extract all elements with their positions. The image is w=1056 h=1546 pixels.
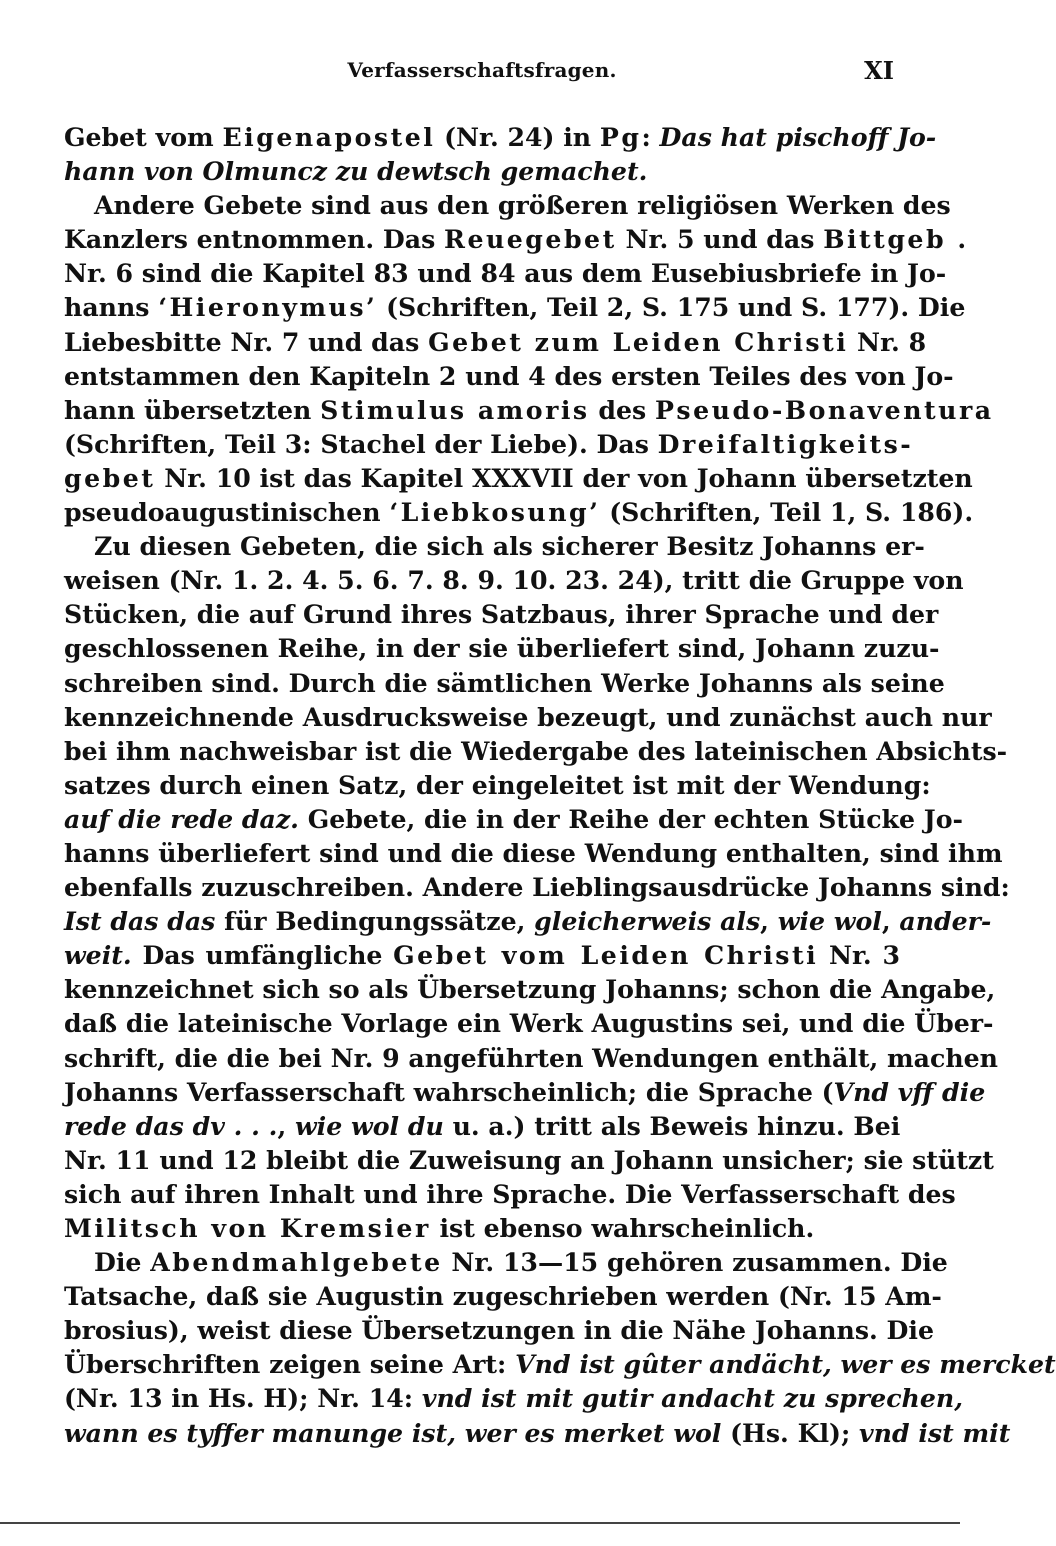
spaced-text: Militsch von Kremsier	[64, 1213, 431, 1243]
text-line	[64, 222, 969, 256]
text-segment: Nr. 10 ist das Kapitel XXXVII der von Johann übersetzten	[155, 462, 973, 493]
text-segment: ist ebenso wahrscheinlich.	[430, 1213, 815, 1243]
text-line	[64, 563, 964, 597]
text-segment: entstammen den Kapiteln 2 und 4 des ersten Teiles des von Jo-	[64, 360, 954, 391]
text-line	[64, 1006, 994, 1040]
text-line	[64, 393, 994, 427]
italic-text: vnd ist mit	[859, 1417, 1011, 1448]
text-segment: Nr. 5 und das	[616, 224, 824, 255]
spaced-text: Pseudo-Bonaventura	[654, 394, 994, 425]
text-line	[64, 325, 927, 359]
text-segment: :	[641, 122, 660, 152]
italic-text: vnd ist mit gutir andacht zu sprechen,	[421, 1383, 963, 1414]
spaced-text: Reuegebet	[444, 224, 617, 255]
italic-text: Vnd vff die	[833, 1076, 986, 1107]
text-segment: hanns	[64, 292, 159, 323]
book-page	[64, 56, 1056, 1450]
spaced-text: gebet	[64, 462, 156, 493]
italic-text: weit.	[64, 940, 132, 971]
italic-text: Das hat pischoff Jo-	[659, 122, 937, 152]
text-line	[64, 1416, 1011, 1450]
text-segment: geschlossenen Reihe, in der sie überliefert sind, Johann zuzu-	[64, 633, 940, 664]
text-segment: des	[589, 394, 655, 425]
text-segment: ,	[760, 906, 778, 937]
page-header	[64, 58, 900, 98]
spaced-text: Eigenapostel	[222, 122, 436, 152]
text-segment: Nr. 13—15 gehören zusammen. Die	[442, 1247, 948, 1278]
spaced-text: Dreifaltigkeits-	[657, 428, 914, 459]
text-segment: sich auf ihren Inhalt und ihre Sprache. Die Verfasserschaft des	[64, 1178, 956, 1209]
text-line	[64, 1075, 986, 1109]
text-segment: (Schriften, Teil 2, S. 175 und S. 177). Die	[377, 292, 966, 323]
text-line	[64, 461, 973, 495]
spaced-text: ‘Hieronymus’	[158, 292, 378, 323]
text-segment: ,	[277, 1110, 295, 1141]
text-line	[64, 870, 1010, 904]
text-segment: schreiben sind. Durch die sämtlichen Werke Johanns als seine	[64, 667, 945, 698]
italic-text: auf die rede daz.	[64, 803, 299, 834]
text-segment: Andere Gebete sind aus den größeren religiösen Werken des	[94, 190, 951, 221]
text-segment: Tatsache, daß sie Augustin zugeschrieben werden (Nr. 15 Am-	[64, 1281, 942, 1312]
text-segment: Kanzlers entnommen. Das	[64, 224, 445, 255]
text-segment: Stücken, die auf Grund ihres Satzbaus, ihrer Sprache und der	[64, 599, 939, 630]
text-line	[64, 1041, 998, 1075]
spaced-text: ‘Liebkosung’	[389, 497, 601, 528]
text-segment: Gebete, die in der Reihe der echten Stücke Jo-	[298, 803, 963, 834]
italic-text: wie wol	[777, 906, 882, 937]
text-segment: pseudoaugustinischen	[64, 497, 390, 528]
text-line	[64, 1381, 963, 1415]
text-line	[64, 359, 954, 393]
text-segment: kennzeichnende Ausdrucksweise bezeugt, und zunächst auch nur	[64, 701, 992, 732]
text-segment: Überschriften zeigen seine Art:	[64, 1349, 516, 1380]
italic-text: Vnd ist gûter andächt, wer es mercket	[515, 1349, 1056, 1380]
text-line	[64, 1347, 1056, 1381]
text-segment: weisen (Nr. 1. 2. 4. 5. 6. 7. 8. 9. 10. 23. 24), tritt die Gruppe von	[64, 565, 964, 596]
text-segment: Zu diesen Gebeten, die sich als sicherer Besitz Johanns er-	[94, 531, 925, 562]
text-segment: daß die lateinische Vorlage ein Werk Augustins sei, und die Über-	[64, 1008, 994, 1039]
text-segment: (Nr. 24) in	[435, 122, 600, 152]
text-segment: kennzeichnet sich so als Übersetzung Johanns; schon die Angabe,	[64, 974, 996, 1005]
text-segment: Nr. 11 und 12 bleibt die Zuweisung an Johann unsicher; sie stützt	[64, 1144, 994, 1175]
text-line	[64, 1211, 900, 1245]
text-line	[64, 188, 951, 222]
text-segment: Nr. 6 sind die Kapitel 83 und 84 aus dem Eusebiusbriefe in Jo-	[64, 258, 947, 289]
text-segment: Das umfängliche	[131, 940, 394, 971]
spaced-text: Pg	[599, 122, 642, 152]
text-line	[64, 904, 992, 938]
text-segment: Nr. 3	[818, 940, 900, 971]
text-line	[64, 734, 1008, 768]
text-line	[64, 802, 963, 836]
text-segment: (Schriften, Teil 3: Stachel der Liebe). Das	[64, 428, 658, 459]
text-segment: schrift, die die bei Nr. 9 angeführten Wendungen enthält, machen	[64, 1042, 998, 1073]
text-segment: hann übersetzten	[64, 394, 321, 425]
running-head: Verfasserschaftsfragen.	[347, 58, 617, 82]
text-line	[64, 427, 914, 461]
text-segment: ebenfalls zuzuschreiben. Andere Lieblingsausdrücke Johanns sind:	[64, 872, 1010, 903]
text-segment: u. a.) tritt als Beweis hinzu. Bei	[443, 1110, 901, 1141]
text-segment: hanns überliefert sind und die diese Wendung enthalten, sind ihm	[64, 837, 1003, 868]
text-segment: (Schriften, Teil 1, S. 186).	[600, 497, 974, 528]
text-segment: Johanns Verfasserschaft wahrscheinlich; die Sprache (	[64, 1076, 834, 1107]
text-line	[64, 120, 937, 154]
text-segment: (Nr. 13 in Hs. H); Nr. 14:	[64, 1383, 422, 1414]
text-line	[64, 495, 974, 529]
body-text	[64, 120, 1056, 1450]
text-segment: bei ihm nachweisbar ist die Wiedergabe des lateinischen Absichts-	[64, 735, 1008, 766]
text-line	[64, 700, 992, 734]
italic-text: Ist das das	[64, 906, 216, 937]
text-segment: Gebet vom	[64, 122, 223, 152]
text-line	[64, 1143, 994, 1177]
text-line	[64, 290, 966, 324]
spaced-text: Bittgeb .	[823, 224, 969, 255]
page-number: XI	[864, 56, 894, 85]
text-line	[64, 666, 945, 700]
italic-text: wann es tyffer manunge ist, wer es merket wol	[64, 1417, 722, 1448]
text-line	[64, 1245, 948, 1279]
text-line	[64, 768, 931, 802]
text-segment: Liebesbitte Nr. 7 und das	[64, 326, 429, 357]
text-line	[64, 1279, 942, 1313]
spaced-text: Gebet vom Leiden Christi	[393, 940, 819, 971]
text-line	[64, 1177, 956, 1211]
italic-text: gleicherweis als	[534, 906, 761, 937]
bottom-rule	[0, 1522, 960, 1524]
italic-text: ander-	[899, 906, 992, 937]
text-segment: für Bedingungssätze,	[215, 906, 535, 937]
italic-text: hann von Olmuncz zu dewtsch gemachet.	[64, 156, 648, 187]
text-segment: ,	[881, 906, 900, 937]
text-line	[64, 597, 939, 631]
text-segment: (Hs. Kl);	[721, 1417, 860, 1448]
italic-text: wie wol du	[295, 1110, 444, 1141]
text-line	[64, 836, 1003, 870]
text-segment: Die	[94, 1247, 151, 1278]
text-line	[64, 938, 900, 972]
text-line	[64, 256, 947, 290]
text-line	[64, 631, 940, 665]
text-line	[64, 1109, 900, 1143]
spaced-text: Gebet zum Leiden Christi	[428, 326, 849, 357]
spaced-text: Stimulus amoris	[320, 394, 590, 425]
text-line	[64, 972, 996, 1006]
text-line	[64, 1313, 934, 1347]
text-line	[64, 154, 900, 188]
text-segment: brosius), weist diese Übersetzungen in die Nähe Johanns. Die	[64, 1315, 934, 1346]
text-line	[64, 529, 925, 563]
text-segment: satzes durch einen Satz, der eingeleitet ist mit der Wendung:	[64, 769, 931, 800]
text-segment: Nr. 8	[848, 326, 927, 357]
italic-text: rede das dv . . .	[64, 1110, 278, 1141]
spaced-text: Abendmahlgebete	[150, 1247, 443, 1278]
